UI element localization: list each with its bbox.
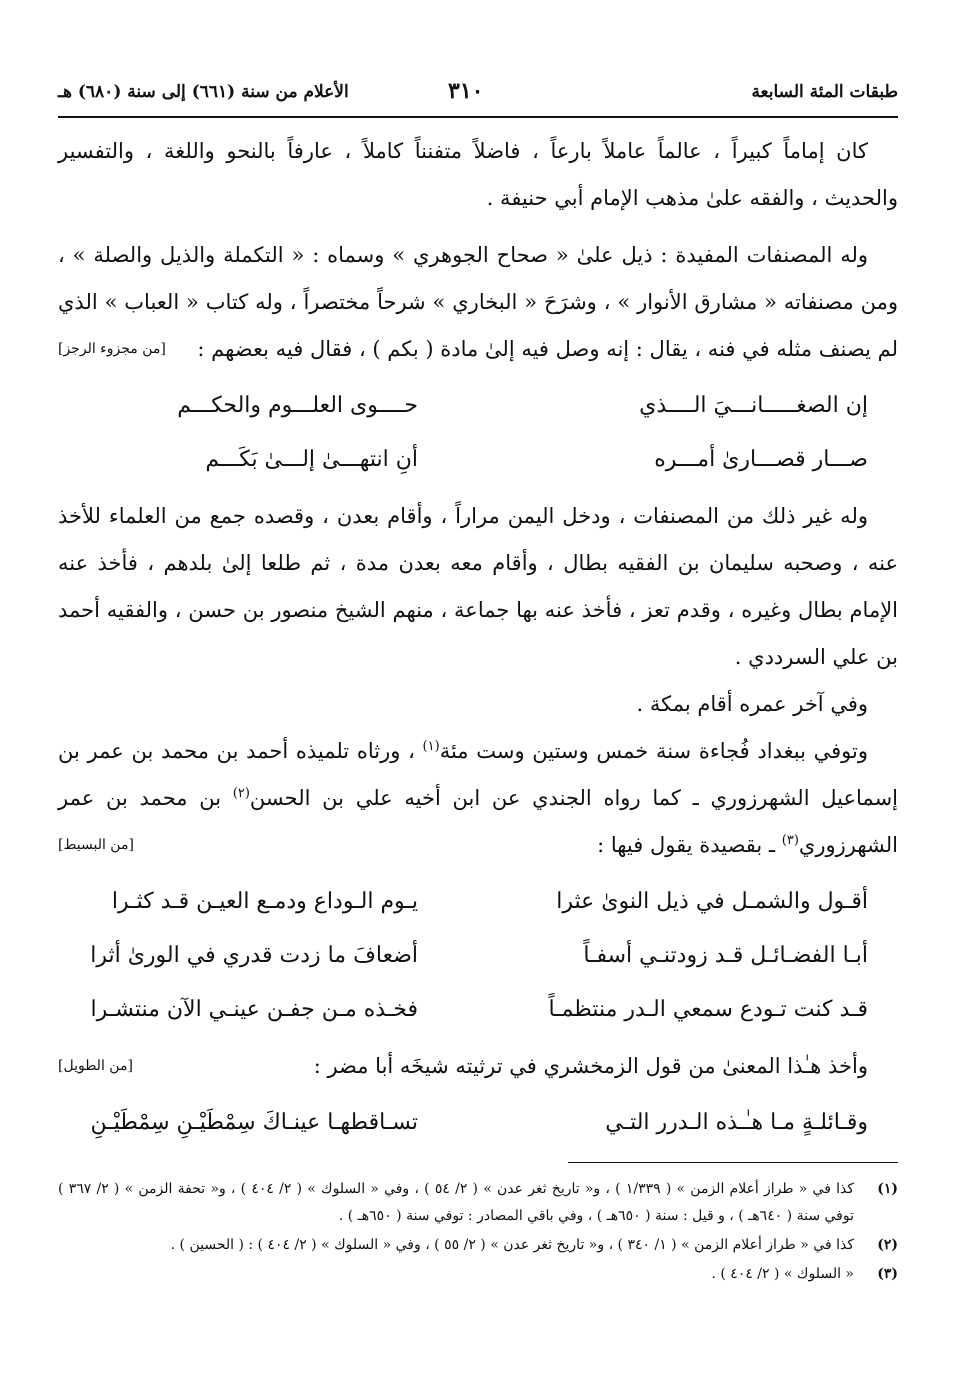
- verse-hemistich-second: يـوم الـوداع ودمـع العيـن قـد كثـرا: [111, 889, 418, 914]
- verse-hemistich-first: أقـول والشمـل في ذيل النوىٰ عثرا: [556, 889, 868, 914]
- poem-2: [58, 875, 898, 1037]
- page-number: ٣١٠: [448, 78, 484, 104]
- footnote-rule: [568, 1162, 898, 1163]
- footnote-number: (١): [877, 1181, 898, 1197]
- verse-hemistich-second: تسـاقطهـا عينـاكَ سِمْطَيْـنِ سِمْطَيْـنِ: [90, 1110, 418, 1135]
- footnote-number: (٢): [877, 1237, 898, 1253]
- chapter-title: طبقات المئة السابعة: [751, 82, 898, 102]
- book-page: [58, 0, 898, 1391]
- verse-hemistich-second: حــــوى العلـــوم والحكـــم: [177, 393, 418, 418]
- footnote-text: كذا في « طراز أعلام الزمن » ( ١/٣٣٩ ) ، و« تاريخ ثغر عدن » ( ٢/ ٥٤ ) ، وفي « السلوك » ( ٢/ ٤٠٤ ) ، و« تحفة الزمن » ( ٢/ ٣٦٧ ) توفي سنة ( ٦٤٠هـ ) ، و قيل : سنة ( ٦٥٠هـ ) ، وفي باقي المصادر : توفي سنة ( ٦٥٠هـ ) .: [58, 1181, 855, 1224]
- poem-1: [58, 379, 898, 487]
- paragraph-4: وفي آخر عمره أقام بمكة .: [636, 692, 868, 716]
- footnote-text: كذا في « طراز أعلام الزمن » ( ١/ ٣٤٠ ) ، و« تاريخ ثغر عدن » ( ٢/ ٥٥ ) ، وفي « السلوك » ( ٢/ ٤٠٤ ) : ( الحسين ) .: [170, 1237, 854, 1253]
- footnote: [58, 1176, 898, 1230]
- paragraph-6: [58, 1043, 898, 1090]
- paragraph-5-text: ـ بقصيدة يقول فيها :: [597, 833, 782, 857]
- verse-line: [58, 1096, 898, 1150]
- footnote-text: « السلوك » ( ٢/ ٤٠٤ ) .: [711, 1266, 854, 1282]
- verse-line: [58, 983, 898, 1037]
- meter-label: [من مجزوء الرجز]: [58, 341, 166, 357]
- verse-hemistich-first: أبـا الفضـائـل قـد زودتنـي أسفـاً: [583, 943, 868, 968]
- main-text: [58, 128, 898, 1156]
- footnote-ref-2[interactable]: (٢): [232, 786, 250, 801]
- verse-line: [58, 929, 898, 983]
- verse-hemistich-first: وقـائلـةٍ مـا هـٰـذه الـدرر التـي: [605, 1110, 868, 1135]
- verse-hemistich-first: صـــار قصـــارىٰ أمـــره: [654, 447, 868, 472]
- header-rule: [58, 116, 898, 118]
- footnote: [58, 1232, 898, 1259]
- paragraph-2-text: وله المصنفات المفيدة : ذيل علىٰ « صحاح الجوهري » وسماه : « التكملة والذيل والصلة » ، ومن مصنفاته « مشارق الأنوار » ، وشرَحَ « البخاري » شرحاً مختصراً ، وله كتاب « العباب » الذي لم يصنف مثله في فنه ، يقال : إنه وصل فيه إلىٰ مادة ( بكم ) ، فقال فيه بعضهم :: [58, 243, 898, 361]
- footnote-ref-3[interactable]: (٣): [781, 833, 799, 848]
- paragraph-2: [58, 232, 898, 373]
- paragraph-6-text: وأخذ هـٰذا المعنىٰ من قول الزمخشري في ترثيته شيخَه أبا مضر :: [313, 1054, 868, 1078]
- verse-line: [58, 875, 898, 929]
- paragraph-3: وله غير ذلك من المصنفات ، ودخل اليمن مراراً ، وأقام بعدن ، وقصده جمع من العلماء للأخذ عنه ، وصحبه سليمان بن الفقيه بطال ، وأقام معه بعدن مدة ، ثم طلعا إلىٰ بلدهم ، فأخذ عنه الإمام بطال وغيره ، وقدم تعز ، فأخذ عنه بها جماعة ، منهم الشيخ منصور بن حسن ، والفقيه أحمد بن علي السرددي .: [58, 504, 898, 669]
- paragraph-5-text: وتوفي ببغداد فُجاءة سنة خمس وستين وست مئة: [439, 739, 868, 763]
- verse-hemistich-second: فخـذه مـن جفـن عينـي الآن منتشـرا: [90, 997, 418, 1022]
- verse-line: [58, 379, 898, 433]
- verse-hemistich-second: أنِ انتهـــىٰ إلـــىٰ بَكَـــم: [205, 447, 418, 472]
- poem-3: [58, 1096, 898, 1150]
- paragraph-5-text: بن محمد بن عمر الشهرزوري: [58, 786, 898, 857]
- running-header: [58, 78, 898, 112]
- verse-hemistich-second: أضعافَ ما زدت قدري في الورىٰ أثرا: [90, 943, 418, 968]
- verse-hemistich-first: قـد كنت تـودع سمعي الـدر منتظمـاً: [548, 997, 868, 1022]
- footnote-number: (٣): [877, 1266, 898, 1282]
- meter-label: [من الطويل]: [58, 1058, 133, 1074]
- paragraph-5: [58, 728, 898, 869]
- verse-line: [58, 433, 898, 487]
- paragraph-1: كان إماماً كبيراً ، عالماً عاملاً بارعاً ، فاضلاً متفنناً كاملاً ، عارفاً بالنحو واللغة ، والتفسير والحديث ، والفقه علىٰ مذهب الإمام أبي حنيفة .: [58, 139, 898, 210]
- verse-hemistich-first: إن الصغـــــانـــيَ الــــذي: [639, 393, 868, 418]
- footnote: [58, 1261, 898, 1288]
- footnote-ref-1[interactable]: (١): [422, 739, 440, 754]
- meter-label: [من البسيط]: [58, 837, 134, 853]
- paragraph-5-text: ، ورثاه تلميذه أحمد بن محمد بن عمر بن إسماعيل الشهرزوري ـ كما رواه الجندي عن ابن أخيه علي بن الحسن: [58, 739, 898, 810]
- year-range: الأعلام من سنة (٦٦١) إلى سنة (٦٨٠) هـ: [58, 82, 349, 102]
- footnotes: [58, 1176, 898, 1290]
